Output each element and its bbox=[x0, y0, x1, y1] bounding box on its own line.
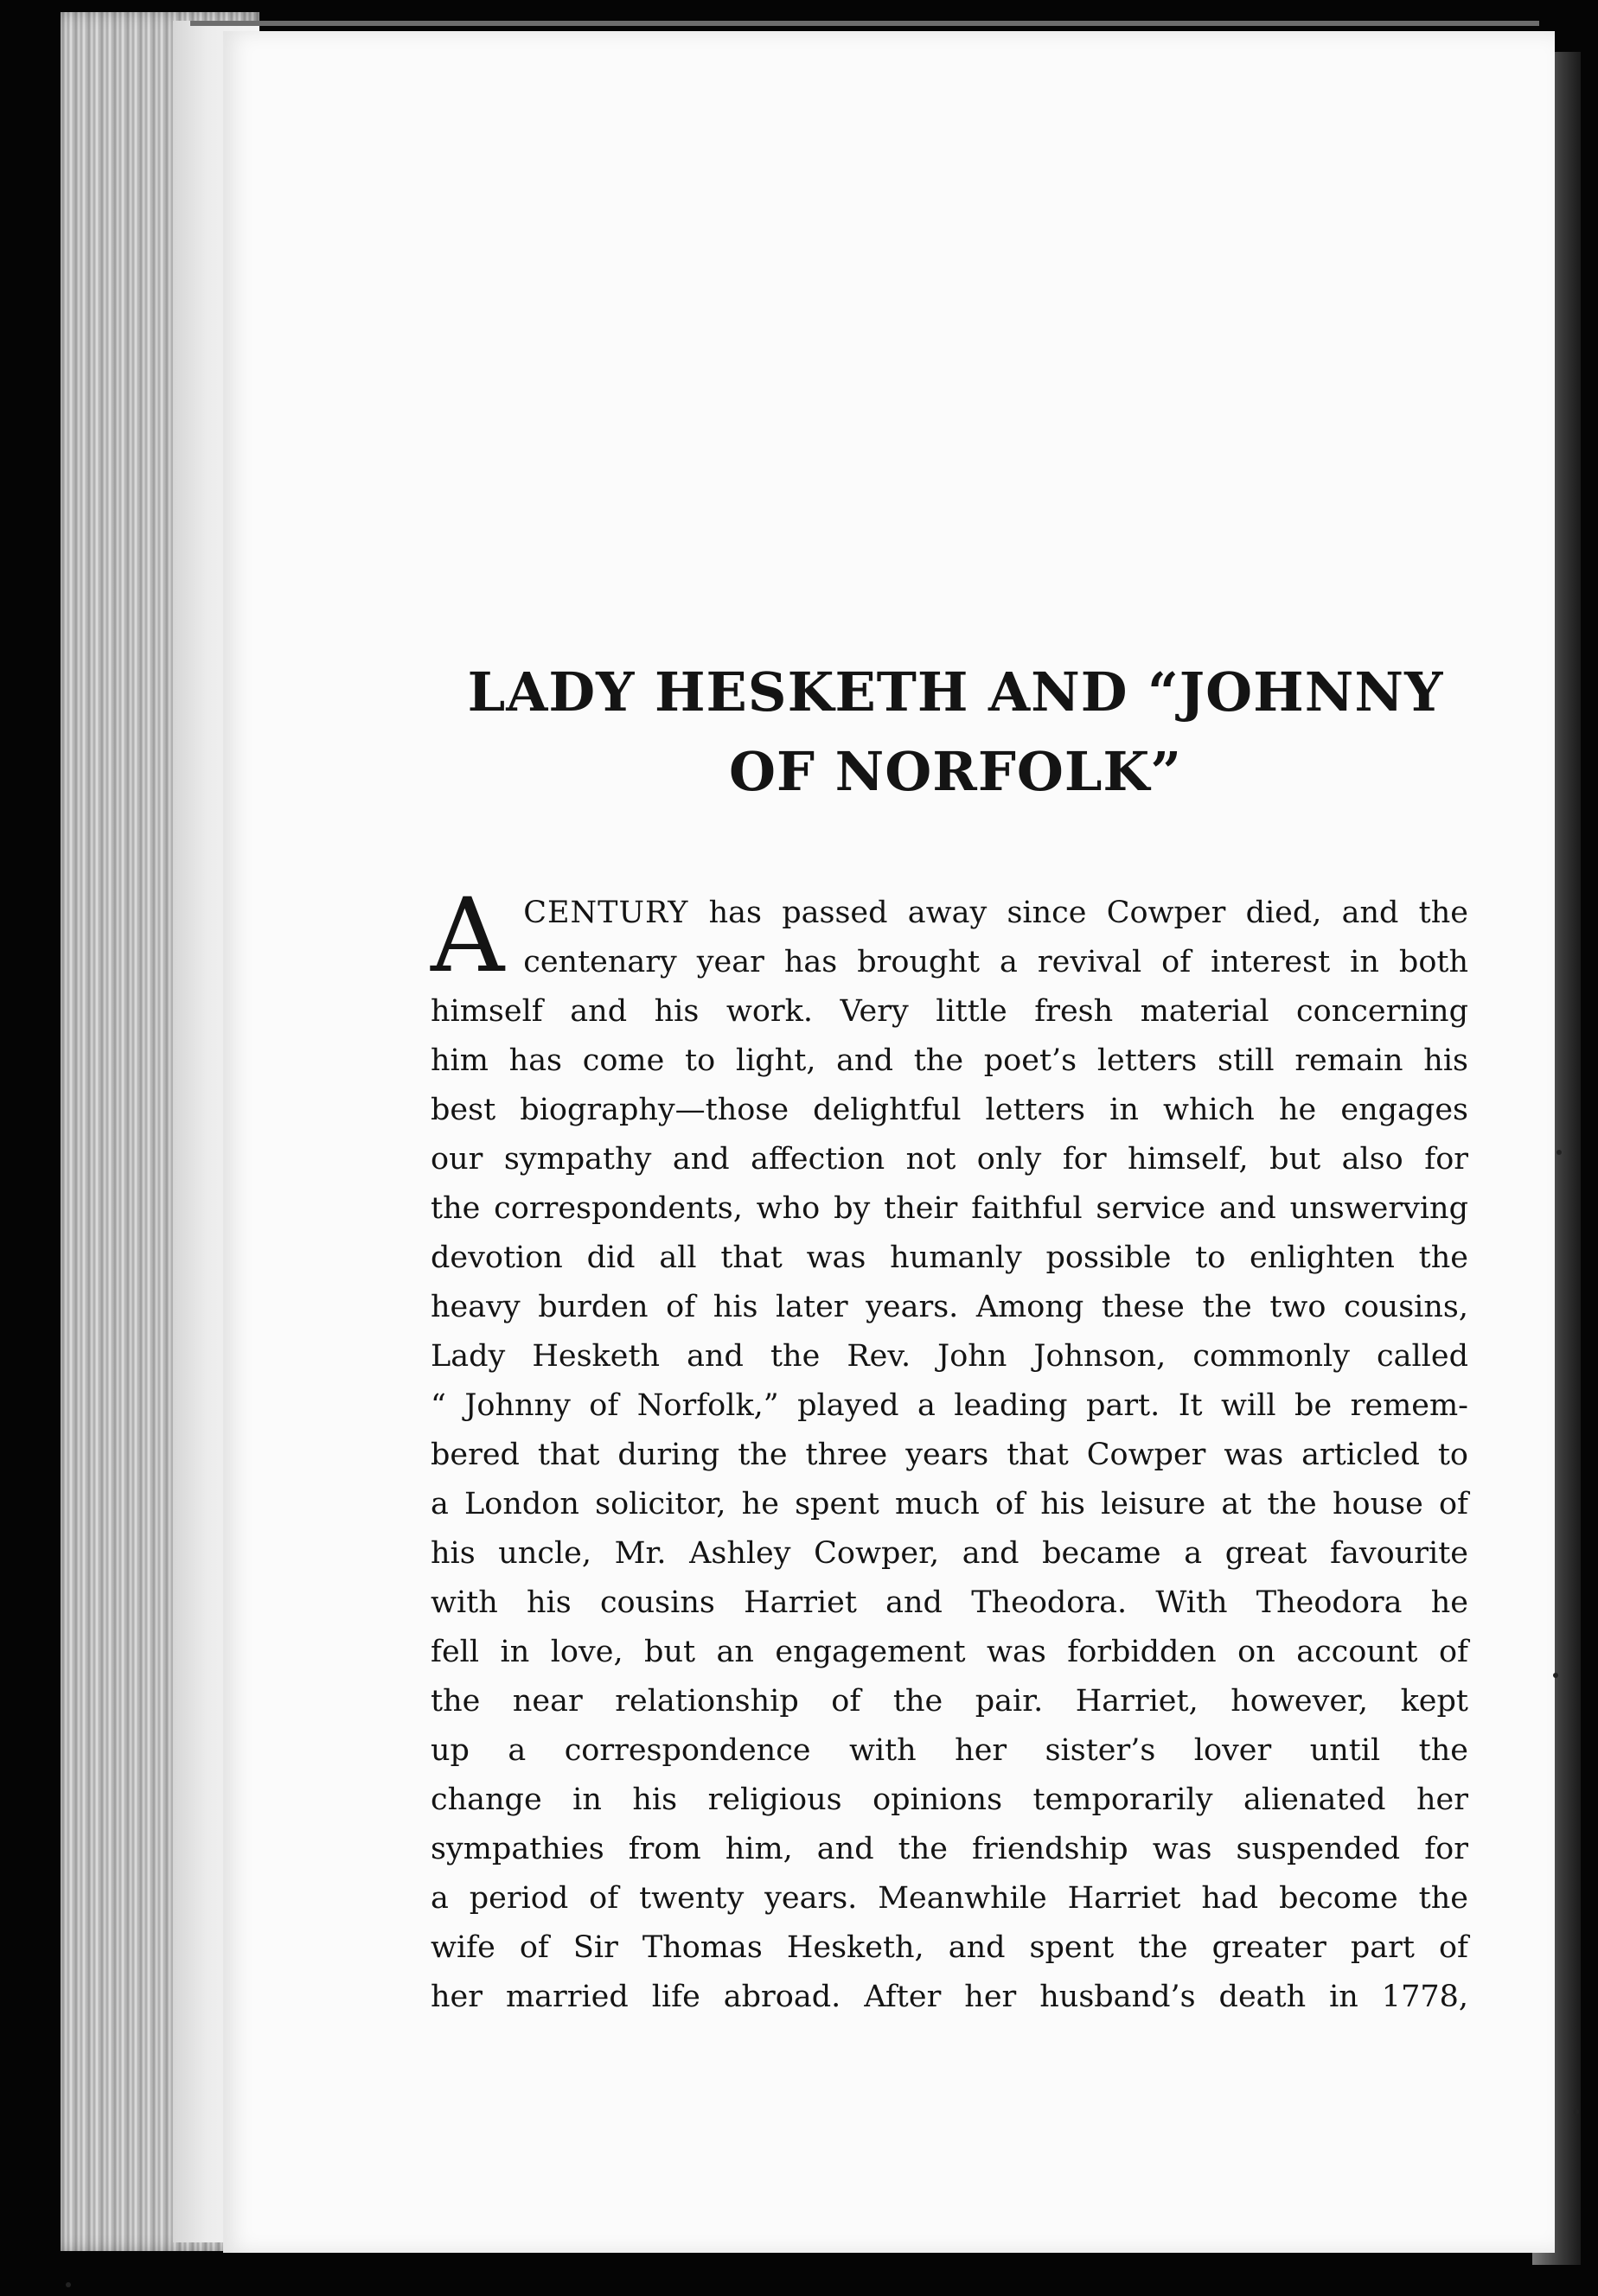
body-line: devotion did all that was humanly possible to enlighten the bbox=[431, 1240, 1468, 1275]
title-line-2: OF NORFOLK” bbox=[729, 740, 1182, 803]
body-line-text: has passed away since Cowper died, and the bbox=[688, 896, 1468, 930]
body-line: fell in love, but an engagement was forbidden on account of bbox=[431, 1635, 1468, 1669]
body-line: centenary year has brought a revival of interest in both bbox=[523, 945, 1468, 979]
body-line: heavy burden of his later years. Among these the two cousins, bbox=[431, 1290, 1468, 1324]
body-line: her married life abroad. After her husband’s death in 1778, bbox=[431, 1980, 1468, 2014]
body-line: himself and his work. Very little fresh material concerning bbox=[431, 994, 1468, 1029]
scan-speck bbox=[1553, 1673, 1558, 1678]
body-line: Lady Hesketh and the Rev. John Johnson, commonly called bbox=[431, 1339, 1468, 1374]
body-line: wife of Sir Thomas Hesketh, and spent the greater part of bbox=[431, 1930, 1468, 1965]
page-top-edge bbox=[190, 21, 1539, 26]
scan-speck bbox=[1574, 2109, 1579, 2114]
opening-paragraph-start bbox=[431, 876, 1468, 995]
body-line: bered that during the three years that Cowper was articled to bbox=[431, 1438, 1468, 1472]
opening-smallcaps: CENTURY bbox=[523, 896, 689, 930]
body-line: the near relationship of the pair. Harriet, however, kept bbox=[431, 1684, 1468, 1719]
body-line: “ Johnny of Norfolk,” played a leading part. It will be remem- bbox=[431, 1388, 1468, 1423]
body-line: best biography—those delightful letters in which he engages bbox=[431, 1093, 1468, 1127]
body-line: our sympathy and affection not only for himself, but also for bbox=[431, 1142, 1468, 1177]
drop-cap: A bbox=[431, 876, 505, 995]
body-line: up a correspondence with her sister’s lover until the bbox=[431, 1733, 1468, 1768]
scan-speck bbox=[66, 2282, 71, 2287]
body-line: a London solicitor, he spent much of his leisure at the house of bbox=[431, 1487, 1468, 1521]
body-line: him has come to light, and the poet’s letters still remain his bbox=[431, 1043, 1468, 1078]
body-line: the correspondents, who by their faithful service and unswerving bbox=[431, 1191, 1468, 1226]
body-line: his uncle, Mr. Ashley Cowper, and became a great favourite bbox=[431, 1536, 1468, 1571]
body-line: change in his religious opinions temporarily alienated her bbox=[431, 1783, 1468, 1817]
body-line bbox=[431, 889, 1468, 938]
title-line-1: LADY HESKETH AND “JOHNNY bbox=[467, 660, 1444, 724]
body-line: with his cousins Harriet and Theodora. With Theodora he bbox=[431, 1585, 1468, 1620]
scan-speck bbox=[1556, 1150, 1562, 1155]
article-body bbox=[431, 876, 1468, 2022]
body-line: a period of twenty years. Meanwhile Harriet had become the bbox=[431, 1881, 1468, 1916]
body-line: sympathies from him, and the friendship was suspended for bbox=[431, 1832, 1468, 1866]
article-title bbox=[432, 653, 1479, 812]
